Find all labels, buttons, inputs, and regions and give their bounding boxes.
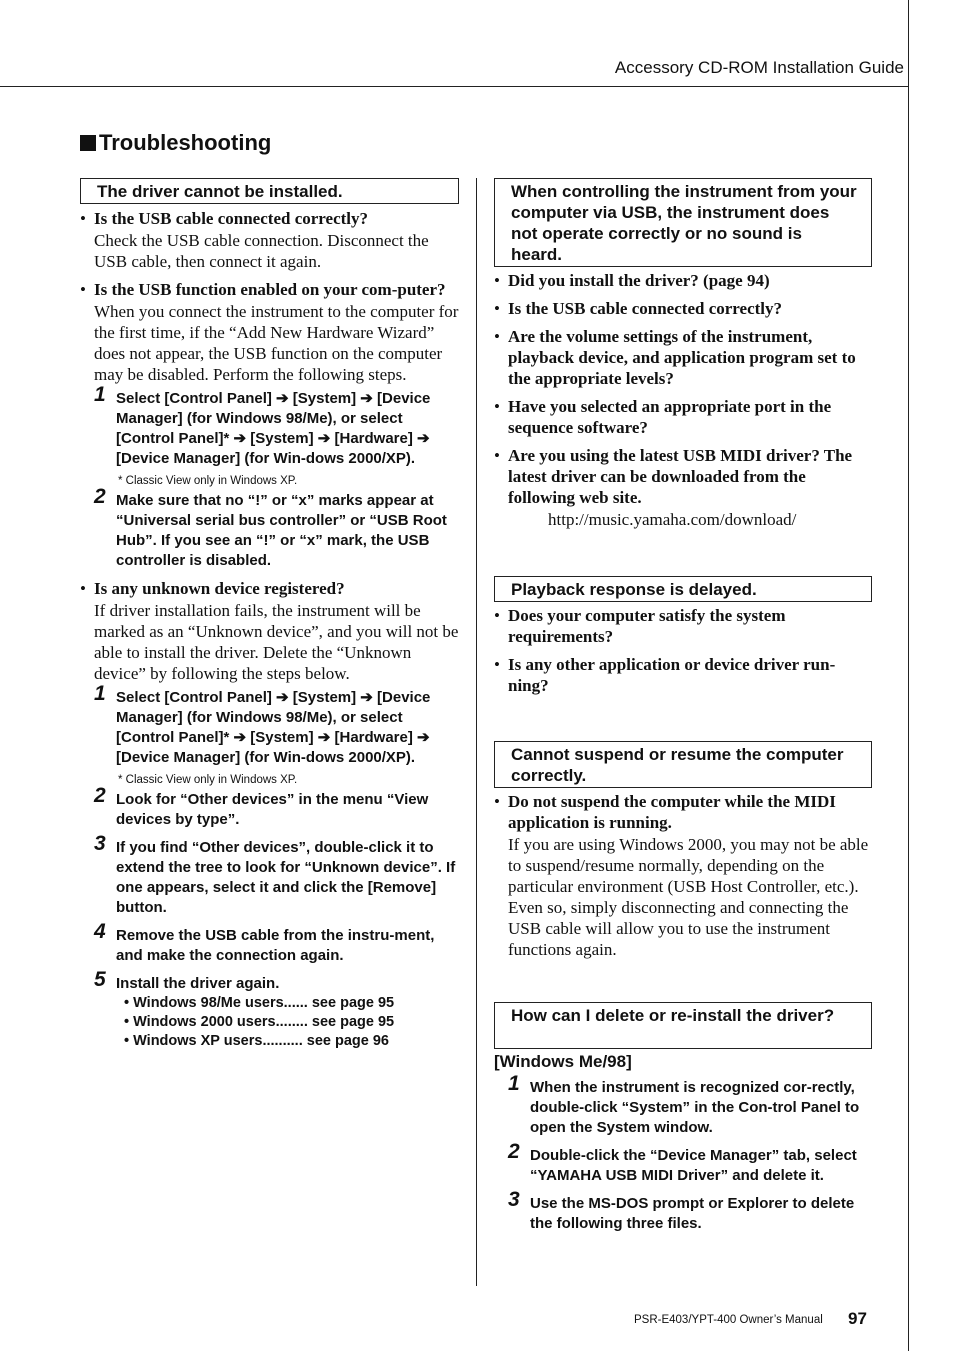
os-label: [Windows Me/98] bbox=[494, 1052, 632, 1071]
list-item: • Windows XP users.......... see page 96 bbox=[124, 1033, 389, 1049]
step-text: Make sure that no “!” or “x” marks appear at “Universal serial bus controller” or “USB Root Hub”. If you see an “!” or “x” mark, the USB controller is disabled. bbox=[116, 492, 447, 569]
right-column-a bbox=[494, 270, 872, 530]
step-2 bbox=[494, 1140, 872, 1186]
column-divider bbox=[476, 178, 477, 1286]
step-text: Double-click the “Device Manager” tab, select “YAMAHA USB MIDI Driver” and delete it. bbox=[530, 1147, 857, 1184]
question-usb-cable: • Is the USB cable connected correctly? bbox=[494, 298, 872, 319]
step-text: Look for “Other devices” in the menu “View devices by type”. bbox=[116, 791, 429, 828]
step-text: When the instrument is recognized cor-rectly, double-click “System” in the Con-trol Panel to open the System window. bbox=[530, 1079, 860, 1136]
step-text: Use the MS-DOS prompt or Explorer to delete the following three files. bbox=[530, 1195, 855, 1232]
step-5 bbox=[80, 968, 460, 994]
step-number: 3 bbox=[94, 832, 106, 855]
question-other-application: • Is any other application or device driver run-ning? bbox=[494, 654, 872, 696]
step-number: 3 bbox=[508, 1188, 520, 1211]
step-text: Select [Control Panel] ➔ [System] ➔ [Device Manager] (for Windows 98/Me), or select [Control Panel]* ➔ [System] ➔ [Hardware] ➔ [Device Manager] (for Win-dows 2000/XP). bbox=[116, 390, 431, 467]
question-volume-settings: • Are the volume settings of the instrument, playback device, and application program set to the appropriate levels? bbox=[494, 326, 872, 389]
step-3 bbox=[80, 832, 460, 918]
page-number: 97 bbox=[848, 1309, 867, 1328]
note-classic-view: * Classic View only in Windows XP. bbox=[118, 475, 298, 487]
step-4 bbox=[80, 920, 460, 966]
step-number: 1 bbox=[94, 383, 106, 406]
step-3 bbox=[494, 1188, 872, 1234]
list-item: • Windows 98/Me users...... see page 95 bbox=[124, 995, 395, 1011]
list-item: • Windows 2000 users........ see page 95 bbox=[124, 1014, 395, 1030]
question-driver-installed: • Did you install the driver? (page 94) bbox=[494, 270, 872, 291]
question-system-requirements: • Does your computer satisfy the system requirements? bbox=[494, 605, 872, 647]
question-usb-cable: • Is the USB cable connected correctly? bbox=[80, 208, 460, 229]
step-2 bbox=[80, 784, 460, 830]
step-text: Remove the USB cable from the instru-ment, and make the connection again. bbox=[116, 927, 435, 964]
header-rule bbox=[0, 86, 909, 87]
step-number: 5 bbox=[94, 968, 106, 991]
step-text: Install the driver again. bbox=[116, 975, 280, 992]
step-1 bbox=[494, 1072, 872, 1138]
question-latest-driver: • Are you using the latest USB MIDI driver? The latest driver can be downloaded from the following web site. bbox=[494, 445, 872, 508]
right-column-d bbox=[494, 1052, 872, 1234]
step-2 bbox=[80, 485, 460, 571]
note-classic-view: * Classic View only in Windows XP. bbox=[118, 774, 298, 786]
page-edge-rule bbox=[908, 0, 909, 1351]
left-column bbox=[80, 208, 460, 1051]
step-number: 4 bbox=[94, 920, 106, 943]
right-column-c bbox=[494, 791, 872, 960]
topic-box-no-sound: When controlling the instrument from your computer via USB, the instrument does not operate correctly or no sound is heard. bbox=[494, 178, 872, 267]
square-bullet-icon bbox=[80, 135, 96, 151]
step-text: If you find “Other devices”, double-click it to extend the tree to look for “Unknown device”. If one appears, select it and click the [Remove] button. bbox=[116, 839, 456, 916]
step-number: 2 bbox=[94, 485, 106, 508]
topic-box-reinstall: How can I delete or re-install the driver? bbox=[494, 1002, 872, 1049]
download-url: http://music.yamaha.com/download/ bbox=[548, 510, 797, 529]
answer-suspend: If you are using Windows 2000, you may not be able to suspend/resume normally, depending on the particular environment (USB Host Controller, etc.). Even so, simply disconnecting and connecting the USB cable will allow you to use the instrument functions again. bbox=[508, 835, 869, 959]
step-number: 2 bbox=[508, 1140, 520, 1163]
question-do-not-suspend: • Do not suspend the computer while the MIDI application is running. bbox=[494, 791, 872, 833]
question-usb-function: • Is the USB function enabled on your com-puter? bbox=[80, 279, 460, 300]
answer-usb-function: When you connect the instrument to the computer for the first time, if the “Add New Hardware Wizard” does not appear, the USB function on the computer may be disabled. Perform the following steps. bbox=[94, 302, 459, 384]
question-port: • Have you selected an appropriate port in the sequence software? bbox=[494, 396, 872, 438]
step-text: Select [Control Panel] ➔ [System] ➔ [Device Manager] (for Windows 98/Me), or select [Control Panel]* ➔ [System] ➔ [Hardware] ➔ [Device Manager] (for Win-dows 2000/XP). bbox=[116, 689, 431, 766]
topic-box-suspend: Cannot suspend or resume the computer correctly. bbox=[494, 741, 872, 788]
section-title bbox=[80, 130, 271, 156]
question-unknown-device: • Is any unknown device registered? bbox=[80, 578, 460, 599]
section-title-text: Troubleshooting bbox=[99, 130, 272, 155]
header-title: Accessory CD-ROM Installation Guide bbox=[614, 58, 904, 77]
footer-manual-title: PSR-E403/YPT-400 Owner’s Manual bbox=[634, 1314, 823, 1326]
step-number: 1 bbox=[94, 682, 106, 705]
answer-usb-cable: Check the USB cable connection. Disconnect the USB cable, then connect it again. bbox=[94, 231, 429, 271]
topic-box-playback-delay: Playback response is delayed. bbox=[494, 576, 872, 602]
right-column-b bbox=[494, 605, 872, 696]
step-1 bbox=[80, 682, 460, 768]
answer-unknown-device: If driver installation fails, the instrument will be marked as an “Unknown device”, and you will not be able to install the driver. Delete the “Unknown device” by following the steps below. bbox=[94, 601, 459, 683]
topic-box-driver-install: The driver cannot be installed. bbox=[80, 178, 459, 204]
step-number: 2 bbox=[94, 784, 106, 807]
step-number: 1 bbox=[508, 1072, 520, 1095]
step-1 bbox=[80, 383, 460, 469]
